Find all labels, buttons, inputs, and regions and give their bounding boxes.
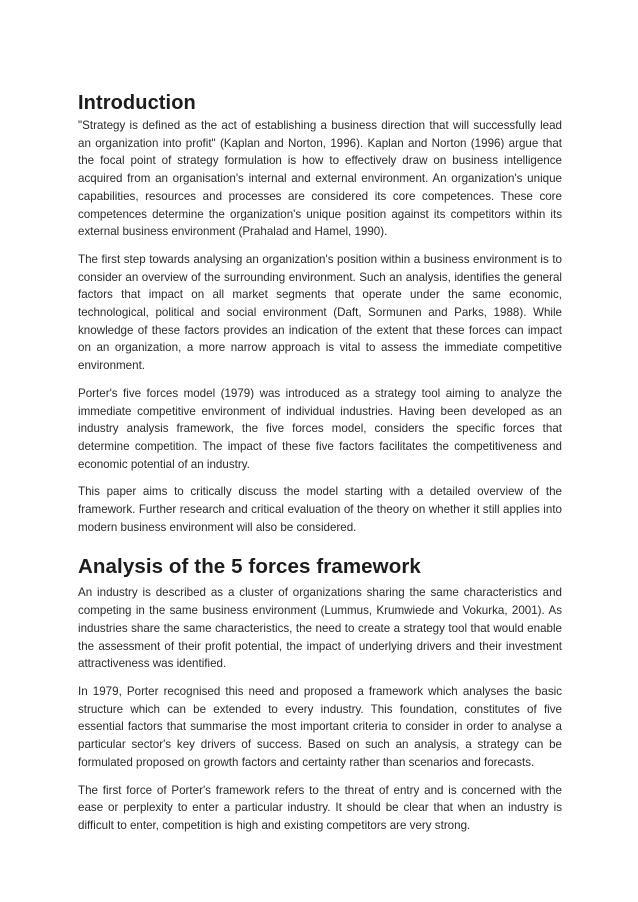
section-heading-introduction: Introduction bbox=[78, 92, 196, 114]
paragraph: An industry is described as a cluster of organizations sharing the same characteristics and competing in the same business environment (Lummus, Krumwiede and Vokurka, 2001). As industries share the same characteristics, the need to create a strategy tool that would enable the assessment of their profit potential, the impact of underlying drivers and their investment attractiveness was identified. bbox=[78, 586, 562, 671]
paragraph: The first step towards analysing an organization's position within a business environment is to consider an overview of the surrounding environment. Such an analysis, identifies the general factors that impact on all market segments that operate under the same economic, technological, political and social environment (Daft, Sormunen and Parks, 1988). While knowledge of these factors provides an indication of the extent that these forces can impact on an organization, a more narrow approach is vital to assess the immediate competitive environment. bbox=[78, 252, 562, 373]
section-heading-analysis: Analysis of the 5 forces framework bbox=[78, 555, 421, 579]
paragraph: This paper aims to critically discuss the model starting with a detailed overview of the framework. Further research and critical evaluation of the theory on whether it still applies into modern business environment will also be considered. bbox=[78, 485, 562, 534]
paragraph: In 1979, Porter recognised this need and proposed a framework which analyses the basic structure which can be extended to every industry. This foundation, constitutes of five essential factors that summarise the most important criteria to consider in order to analyse a particular sector's key drivers of success. Based on such an analysis, a strategy can be formulated proposed on growth factors and certainty rather than scenarios and forecasts. bbox=[78, 684, 562, 769]
paragraph: The first force of Porter's framework refers to the threat of entry and is concerned with the ease or perplexity to enter a particular industry. It should be clear that when an industry is difficult to enter, competition is high and existing competitors are very strong. bbox=[78, 783, 562, 832]
paragraph: "Strategy is defined as the act of establishing a business direction that will successfully lead an organization into profit" (Kaplan and Norton, 1996). Kaplan and Norton (1996) argue that the focal point of strategy formulation is how to effectively draw on business intelligence acquired from an organisation's internal and external environment. An organization's unique capabilities, resources and processes are considered its core competences. These core competences determine the organization's unique position against its competitors within its external business environment (Prahalad and Hamel, 1990). bbox=[78, 119, 562, 239]
document-page bbox=[78, 90, 562, 845]
paragraph: Porter's five forces model (1979) was introduced as a strategy tool aiming to analyze the immediate competitive environment of individual industries. Having been developed as an industry analysis framework, the five forces model, considers the specific forces that determine competition. The impact of these five factors facilitates the competitiveness and economic potential of an industry. bbox=[78, 386, 562, 471]
